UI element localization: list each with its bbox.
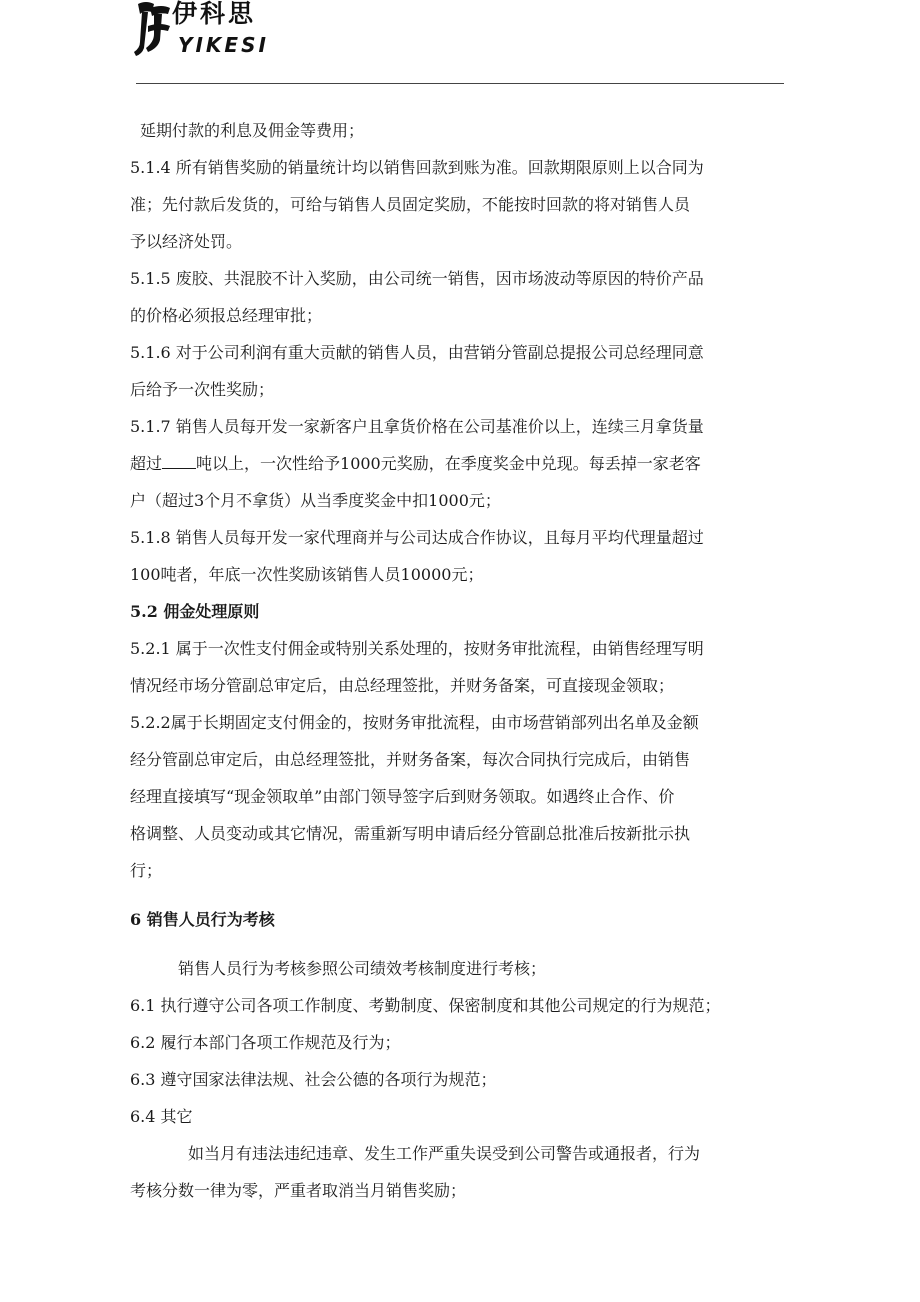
text-line: 5.1.5 废胶、共混胶不计入奖励，由公司统一销售，因市场波动等原因的特价产品: [130, 269, 704, 288]
page-header: [128, 0, 788, 86]
paragraph-continuation: 延期付款的利息及佣金等费用；: [140, 121, 365, 140]
text-line: 5.1.8 销售人员每开发一家代理商并与公司达成合作协议，且每月平均代理量超过: [130, 528, 704, 547]
text-line: 行；: [130, 861, 163, 880]
text-line: 经理直接填写“现金领取单”由部门领导签字后到财务领取。如遇终止合作、价: [130, 787, 675, 806]
text-line: 情况经市场分管副总审定后，由总经理签批，并财务备案，可直接现金领取；: [130, 676, 675, 695]
clause-6-4: 6.4 其它: [130, 1107, 193, 1126]
fill-in-blank: [162, 454, 196, 469]
text-line: 如当月有违法违纪违章、发生工作严重失误受到公司警告或通报者，行为: [188, 1144, 701, 1163]
clause-5-2-1: [130, 630, 790, 704]
text-line: 5.1.4 所有销售奖励的销量统计均以销售回款到账为准。回款期限原则上以合同为: [130, 158, 704, 177]
text-line: 100吨者，年底一次性奖励该销售人员10000元；: [130, 565, 484, 584]
text-line: 准；先付款后发货的，可给与销售人员固定奖励，不能按时回款的将对销售人员: [130, 195, 691, 214]
document-body: [130, 112, 790, 1209]
clause-5-1-7: [130, 408, 790, 519]
section-gap: [130, 889, 790, 901]
text-line: 经分管副总审定后，由总经理签批，并财务备案，每次合同执行完成后，由销售: [130, 750, 691, 769]
text-line: 5.1.6 对于公司利润有重大贡献的销售人员，由营销分管副总提报公司总经理同意: [130, 343, 704, 362]
company-logo: [128, 0, 278, 62]
clause-6-1: 6.1 执行遵守公司各项工作制度、考勤制度、保密制度和其他公司规定的行为规范；: [130, 996, 721, 1015]
clause-5-1-5: [130, 260, 790, 334]
section-heading-6: 6 销售人员行为考核: [130, 910, 275, 929]
text-line: 予以经济处罚。: [130, 232, 243, 251]
clause-6-3: 6.3 遵守国家法律法规、社会公德的各项行为规范；: [130, 1070, 497, 1089]
text-line: 5.1.7 销售人员每开发一家新客户且拿货价格在公司基准价以上，连续三月拿货量: [130, 417, 704, 436]
logo-english-text: YIKESI: [178, 33, 269, 57]
clause-6-4-detail: [130, 1135, 790, 1209]
logo-brush-mark: [132, 0, 172, 58]
text-line: 5.2.1 属于一次性支付佣金或特别关系处理的，按财务审批流程，由销售经理写明: [130, 639, 704, 658]
logo-chinese-text: 伊科思: [172, 0, 257, 28]
text-line: 的价格必须报总经理审批；: [130, 306, 323, 325]
text-line: 考核分数一律为零，严重者取消当月销售奖励；: [130, 1181, 467, 1200]
header-divider: [136, 83, 784, 84]
text-line: 5.2.2属于长期固定支付佣金的，按财务审批流程，由市场营销部列出名单及金额: [130, 713, 699, 732]
text-line-with-blank: [130, 445, 790, 482]
clause-5-1-6: [130, 334, 790, 408]
text-line: 后给予一次性奖励；: [130, 380, 275, 399]
text-segment: 吨以上，一次性给予1000元奖励，在季度奖金中兑现。每丢掉一家老客: [196, 454, 701, 473]
section-heading-5-2: 5.2 佣金处理原则: [130, 602, 260, 621]
text-line: 户（超过3个月不拿货）从当季度奖金中扣1000元；: [130, 491, 501, 510]
section-gap: [130, 938, 790, 950]
clause-6-2: 6.2 履行本部门各项工作规范及行为；: [130, 1033, 401, 1052]
clause-5-1-8: [130, 519, 790, 593]
clause-5-1-4: [130, 149, 790, 260]
section-6-intro: 销售人员行为考核参照公司绩效考核制度进行考核；: [178, 959, 547, 978]
text-line: 格调整、人员变动或其它情况，需重新写明申请后经分管副总批准后按新批示执: [130, 824, 691, 843]
text-segment: 超过: [130, 454, 163, 473]
clause-5-2-2: [130, 704, 790, 889]
